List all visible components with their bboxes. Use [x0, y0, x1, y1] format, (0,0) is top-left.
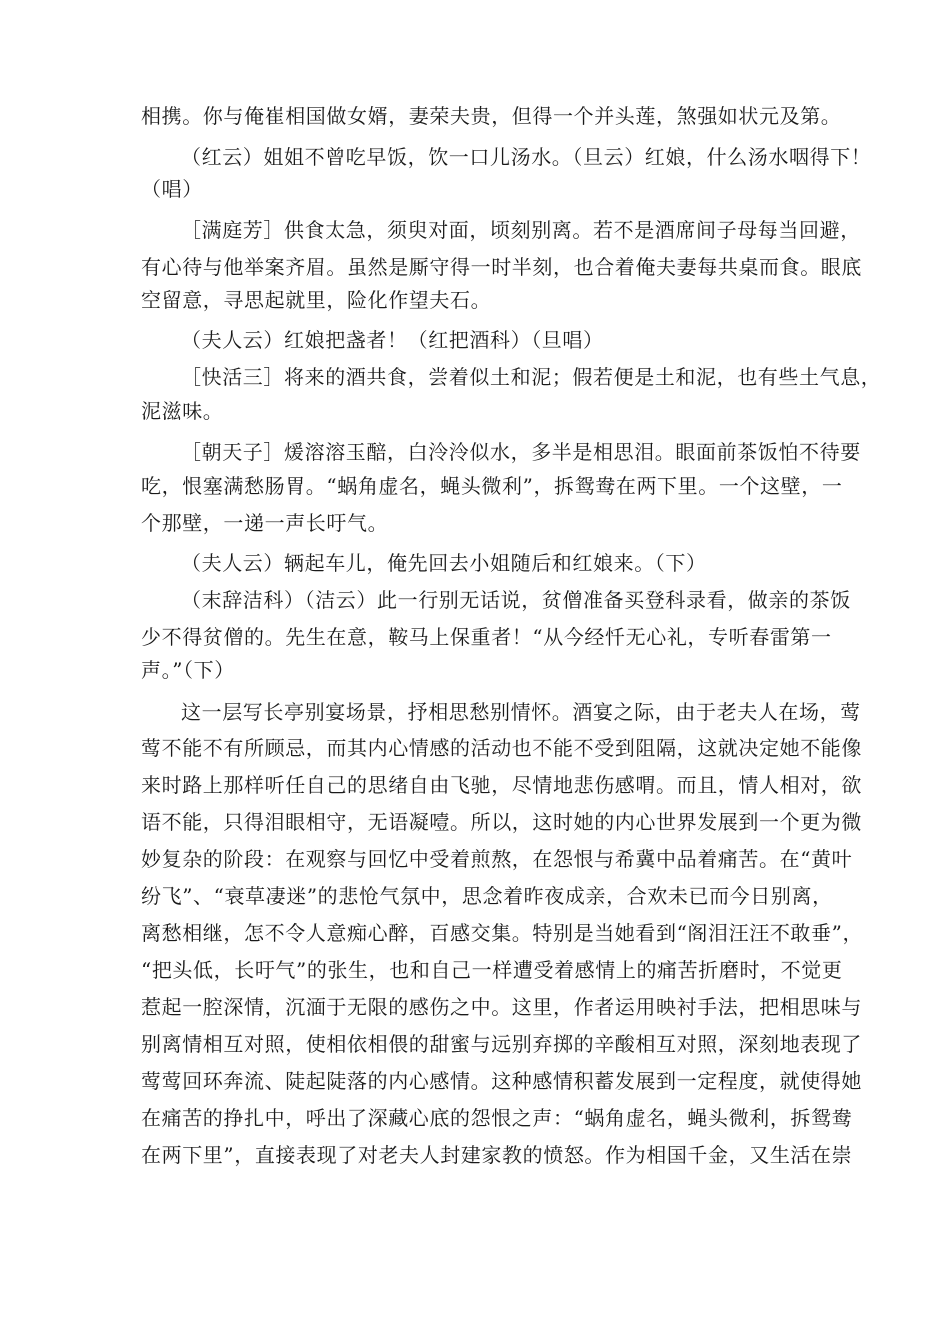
- text-line: 在两下里”，直接表现了对老夫人封建家教的愤怒。作为相国千金，又生活在崇: [141, 1143, 853, 1167]
- text-line: 离愁相继，怎不令人意痴心醉，百感交集。特别是当她看到“阁泪汪汪不敢垂”，: [141, 921, 864, 945]
- text-line: （红云）姐姐不曾吃早饭，饮一口儿汤水。（旦云）红娘，什么汤水咽得下！: [181, 145, 872, 169]
- text-line: 来时路上那样听任自己的思绪自由飞驰，尽情地悲伤感喟。而且，情人相对，欲: [141, 773, 862, 797]
- text-line: 这一层写长亭别宴场景，抒相思愁别情怀。酒宴之际，由于老夫人在场，莺: [181, 700, 861, 724]
- text-line: 纷飞”、“衰草凄迷”的悲怆气氛中，思念着昨夜成亲，合欢未已而今日别离，: [141, 884, 833, 908]
- text-line: 妙复杂的阶段：在观察与回忆中受着煎熬，在怨恨与希冀中品着痛苦。在“黄叶: [141, 847, 853, 871]
- text-line: “把头低，长吁气”的张生，也和自己一样遭受着感情上的痛苦折磨时，不觉更: [141, 958, 843, 982]
- text-line: 语不能，只得泪眼相守，无语凝噎。所以，这时她的内心世界发展到一个更为微: [141, 810, 862, 834]
- text-line: 少不得贫僧的。先生在意，鞍马上保重者！“从今经忏无心礼，专听春雷第一: [141, 625, 832, 649]
- text-line: 个那壁，一递一声长吁气。: [141, 511, 389, 535]
- text-line: （夫人云）红娘把盏者！（红把酒科）（旦唱）: [181, 328, 604, 352]
- text-line: （夫人云）辆起车儿，俺先回去小姐随后和红娘来。（下）: [181, 551, 707, 575]
- text-line: ［满庭芳］供食太急，须臾对面，顷刻别离。若不是酒席间子母每当回避，: [181, 218, 861, 242]
- text-line: 空留意，寻思起就里，险化作望夫石。: [141, 288, 492, 312]
- text-line: 惹起一腔深情，沉湎于无限的感伤之中。这里，作者运用映衬手法，把相思味与: [141, 995, 862, 1019]
- text-line: ［朝天子］煖溶溶玉醅，白泠泠似水，多半是相思泪。眼面前茶饭怕不待要: [181, 440, 861, 464]
- text-line: 声。”（下）: [141, 658, 235, 682]
- text-line: （唱）: [141, 177, 203, 201]
- text-line: （末辞洁科）（洁云）此一行别无话说，贫僧准备买登科录看，做亲的茶饭: [181, 588, 851, 612]
- text-line: 在痛苦的挣扎中，呼出了深藏心底的怨恨之声：“蜗角虚名，蝇头微利，拆鸳鸯: [141, 1106, 853, 1130]
- text-line: 有心待与他举案齐眉。虽然是厮守得一时半刻，也合着俺夫妻每共桌而食。眼底: [141, 255, 862, 279]
- text-line: ［快活三］将来的酒共食，尝着似土和泥；假若便是土和泥，也有些土气息，: [181, 365, 882, 389]
- text-line: 莺不能不有所顾忌，而其内心情感的活动也不能不受到阻隔，这就决定她不能像: [141, 736, 862, 760]
- text-line: 莺莺回环奔流、陡起陡落的内心感情。这种感情积蓄发展到一定程度，就使得她: [141, 1069, 862, 1093]
- text-line: 吃，恨塞满愁肠胃。“蜗角虚名，蝇头微利”，拆鸳鸯在两下里。一个这壁，一: [141, 474, 843, 498]
- text-line: 相携。你与俺崔相国做女婿，妻荣夫贵，但得一个并头莲，煞强如状元及第。: [141, 104, 842, 128]
- text-line: 别离情相互对照，使相依相偎的甜蜜与远别弃掷的辛酸相互对照，深刻地表现了: [141, 1032, 862, 1056]
- text-line: 泥滋味。: [141, 399, 224, 423]
